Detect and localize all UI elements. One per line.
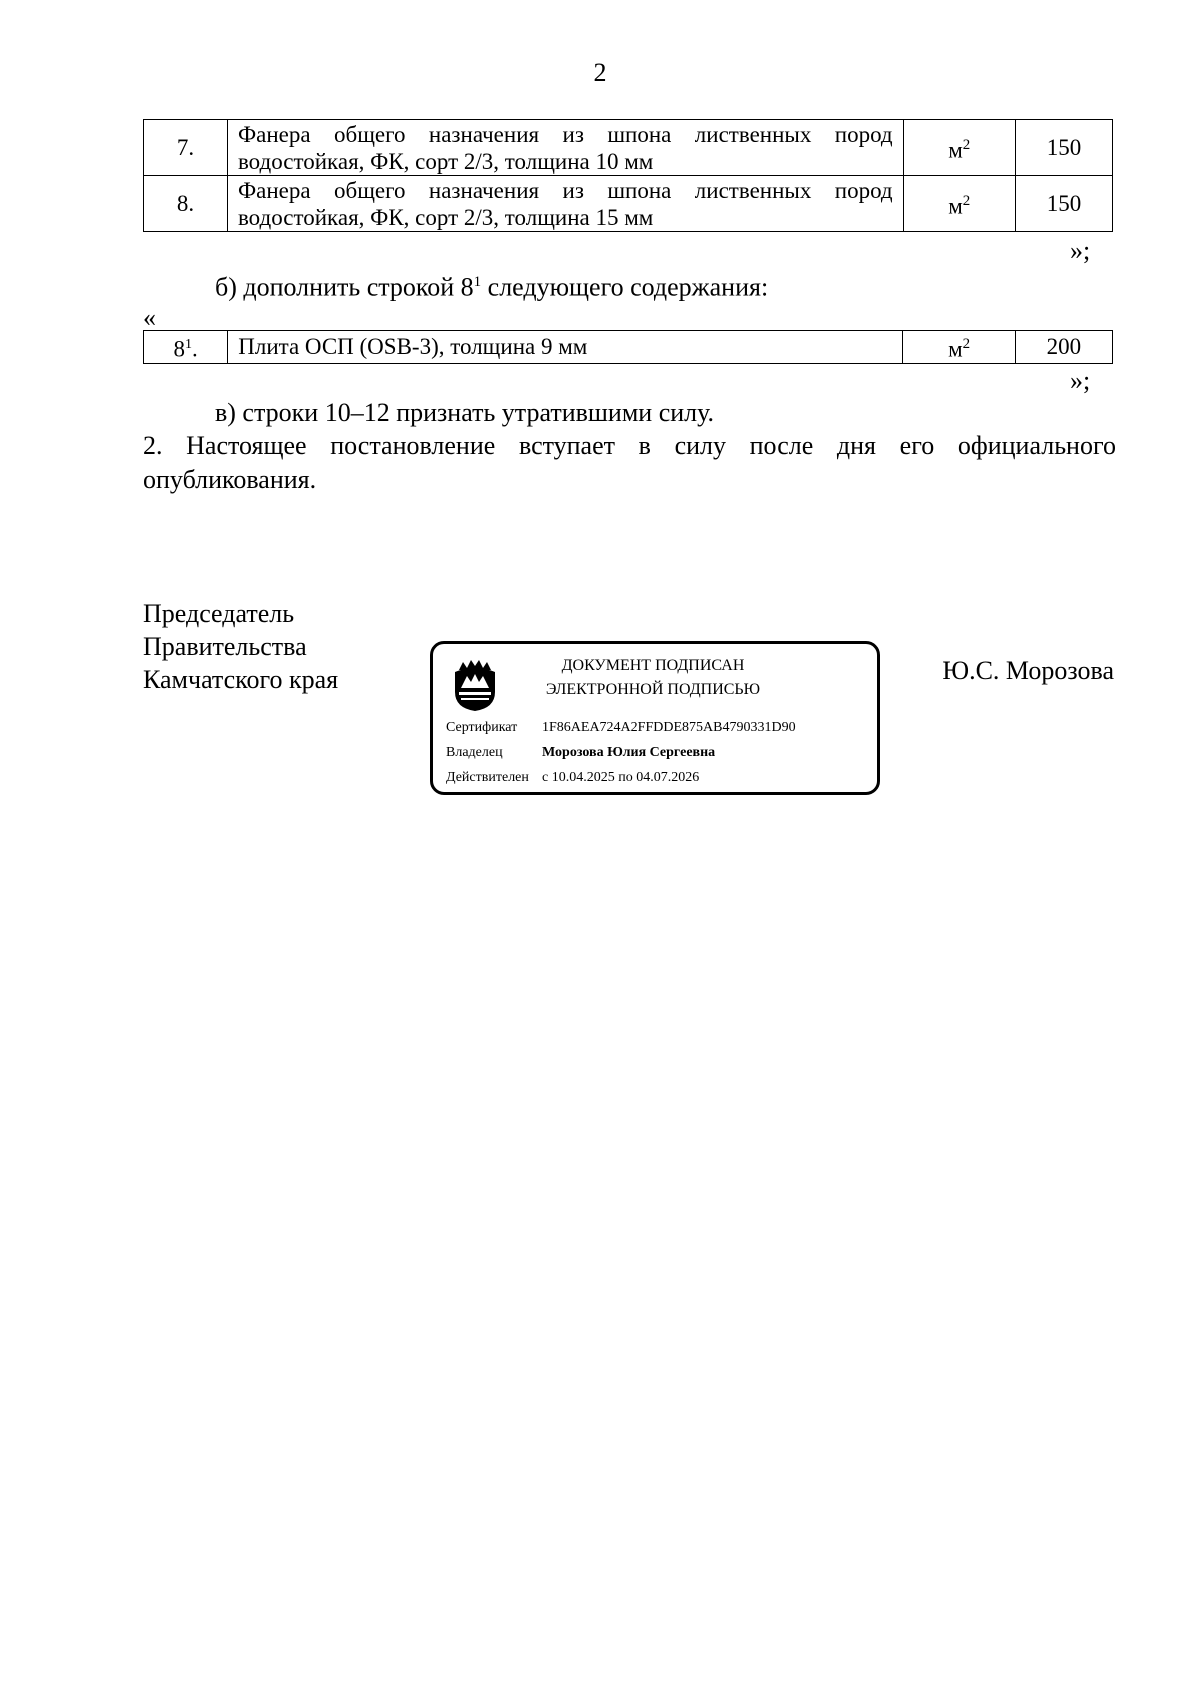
item-quantity: 200 xyxy=(1015,331,1112,364)
item-name: Фанера общего назначения из шпона лиственных пород водостойкая, ФК, сорт 2/3, толщина 10 мм xyxy=(227,120,903,176)
signer-position-line: Правительства xyxy=(143,632,307,661)
item-name: Плита ОСП (OSB-3), толщина 9 мм xyxy=(228,331,903,364)
table-row xyxy=(144,120,1113,176)
item-unit: $м^2$ xyxy=(903,120,1015,176)
certificate-row: Сертификат 1F86AEA724A2FFDDE875AB4790331D90 xyxy=(446,720,796,735)
added-row-table xyxy=(143,330,1113,364)
paragraph-v: в) строки 10–12 признать утратившими силу. xyxy=(215,398,715,427)
table-row xyxy=(144,331,1113,364)
kamchatka-coat-of-arms-icon xyxy=(449,654,501,712)
item-quantity: 150 xyxy=(1015,176,1112,232)
row-number: 7. xyxy=(144,120,228,176)
validity-row: Действителен с 10.04.2025 по 04.07.2026 xyxy=(446,770,700,785)
signer-position-line: Председатель xyxy=(143,599,295,628)
closing-quote: »; xyxy=(1070,236,1091,265)
closing-quote: »; xyxy=(1070,366,1091,395)
row-number: 8. xyxy=(144,176,228,232)
paragraph-b: б) дополнить строкой $8^1$ следующего содержания: xyxy=(215,272,769,302)
owner-row: Владелец Морозова Юлия Сергеевна xyxy=(446,745,716,760)
paragraph-2-line2: опубликования. xyxy=(143,465,317,494)
row-number: $8^1$. xyxy=(144,331,228,364)
signer-position xyxy=(143,597,338,696)
page-number: 2 xyxy=(593,58,607,87)
table-row xyxy=(144,176,1113,232)
signer-name: Ю.С. Морозова xyxy=(942,656,1114,685)
stamp-title: ДОКУМЕНТ ПОДПИСАН ЭЛЕКТРОННОЙ ПОДПИСЬЮ xyxy=(545,657,761,698)
item-unit: $м^2$ xyxy=(903,176,1015,232)
paragraph-2-line1: 2. Настоящее постановление вступает в силу после дня его официального xyxy=(143,431,1116,460)
opening-quote: « xyxy=(143,303,156,332)
item-name: Фанера общего назначения из шпона лиственных пород водостойкая, ФК, сорт 2/3, толщина 15 мм xyxy=(227,176,903,232)
electronic-signature-stamp xyxy=(430,641,880,795)
signer-position-line: Камчатского края xyxy=(143,665,339,694)
item-quantity: 150 xyxy=(1015,120,1112,176)
item-unit: $м^2$ xyxy=(903,331,1015,364)
items-table xyxy=(143,119,1113,232)
